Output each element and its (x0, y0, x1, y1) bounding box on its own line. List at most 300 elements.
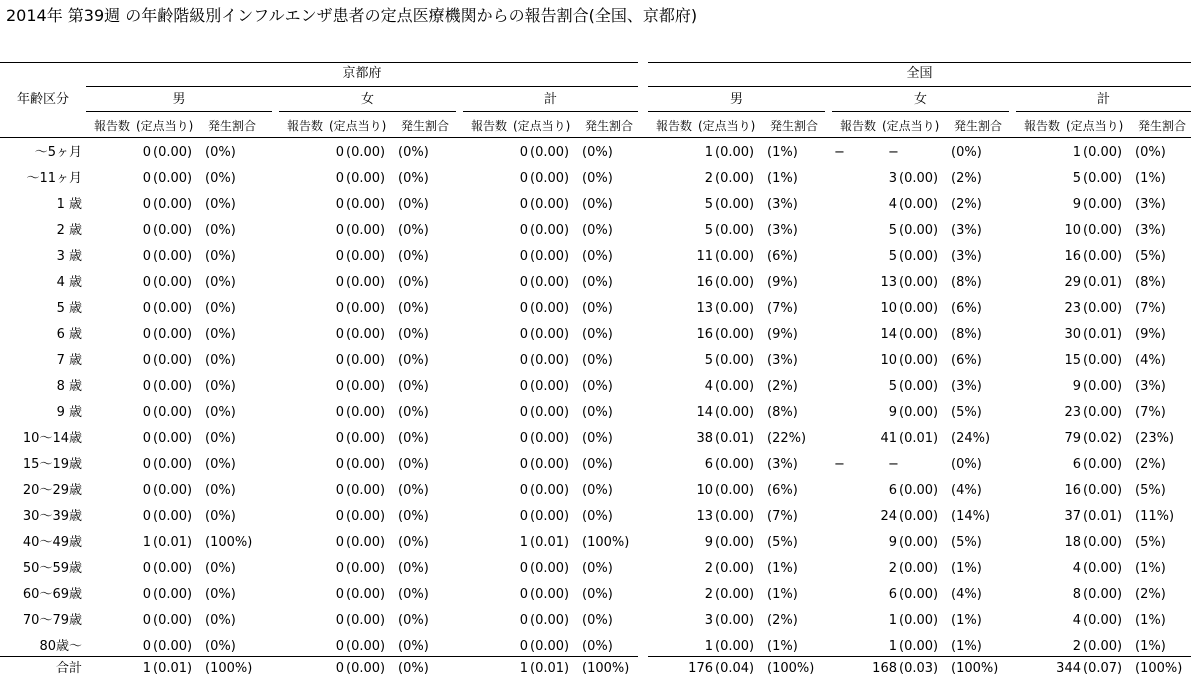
per-site-value: (0.00) (346, 223, 386, 238)
per-site-value: (0.00) (530, 379, 570, 394)
report-count: 9 (1072, 197, 1081, 212)
rate-value: (0%) (205, 249, 236, 264)
report-count: 176 (688, 661, 713, 676)
age-label: 6 歳 (56, 327, 82, 342)
per-site-value: (0.00) (153, 457, 193, 472)
rate-value: (0%) (398, 587, 429, 602)
rate-value: (4%) (951, 483, 982, 498)
report-count: 29 (1064, 275, 1081, 290)
report-count: 0 (335, 301, 344, 316)
per-site-value: (0.00) (899, 249, 939, 264)
rate-value: (5%) (1135, 535, 1166, 550)
per-site-value: (0.00) (715, 379, 755, 394)
sex-header: 計 (543, 92, 557, 107)
rate-value: (0%) (582, 405, 613, 420)
per-site-value: (0.00) (346, 431, 386, 446)
report-count: 1 (142, 661, 151, 676)
report-count: 0 (142, 145, 151, 160)
col-header-count: 報告数 (287, 119, 324, 133)
per-site-value: (0.00) (530, 171, 570, 186)
report-count: 168 (872, 661, 897, 676)
per-site-value: (0.00) (346, 249, 386, 264)
col-header-rate: 発生割合 (1138, 119, 1187, 133)
report-count: 37 (1064, 509, 1081, 524)
rate-value: (8%) (951, 275, 982, 290)
rate-value: (3%) (1135, 379, 1166, 394)
per-site-value: (0.00) (1083, 483, 1123, 498)
rate-value: (0%) (205, 405, 236, 420)
per-site-value: (0.00) (899, 483, 939, 498)
rate-value: (0%) (398, 171, 429, 186)
report-count: 1 (704, 145, 713, 160)
rate-value: (0%) (582, 483, 613, 498)
report-count: 0 (519, 197, 528, 212)
col-header-count: 報告数 (94, 119, 131, 133)
rate-value: (3%) (767, 223, 798, 238)
report-count: 0 (142, 431, 151, 446)
report-count: 4 (888, 197, 897, 212)
per-site-value: (0.00) (346, 457, 386, 472)
report-count: 0 (519, 275, 528, 290)
report-count: 10 (880, 353, 897, 368)
age-label: 3 歳 (56, 249, 82, 264)
col-header-per-site: (定点当り) (698, 119, 756, 133)
report-count: 5 (1072, 171, 1081, 186)
per-site-value: (0.00) (153, 587, 193, 602)
per-site-value: (0.00) (715, 587, 755, 602)
col-header-per-site: (定点当り) (136, 119, 194, 133)
report-count: 18 (1064, 535, 1081, 550)
age-label: 〜11ヶ月 (26, 171, 82, 186)
report-count: 0 (335, 639, 344, 654)
report-count: 9 (888, 535, 897, 550)
per-site-value: (0.00) (530, 301, 570, 316)
rate-value: (0%) (205, 223, 236, 238)
per-site-value: (0.00) (715, 275, 755, 290)
per-site-value: (0.00) (715, 457, 755, 472)
report-count: 0 (519, 405, 528, 420)
per-site-value: (0.00) (153, 613, 193, 628)
report-count: 0 (335, 509, 344, 524)
col-header-per-site: (定点当り) (513, 119, 571, 133)
report-count: 1 (888, 639, 897, 654)
report-count: 0 (519, 483, 528, 498)
rate-value: (3%) (767, 457, 798, 472)
rate-value: (0%) (582, 613, 613, 628)
rate-value: (6%) (951, 353, 982, 368)
per-site-value: (0.00) (715, 561, 755, 576)
report-count: 0 (519, 249, 528, 264)
age-label: 50〜59歳 (22, 561, 82, 576)
region-header-kyoto: 京都府 (342, 66, 382, 81)
per-site-value: (0.07) (1083, 661, 1123, 676)
per-site-value: (0.00) (346, 483, 386, 498)
report-count: 3 (704, 613, 713, 628)
report-count: 10 (696, 483, 713, 498)
per-site-value: (0.00) (530, 249, 570, 264)
rate-value: (22%) (767, 431, 807, 446)
report-count: 0 (142, 405, 151, 420)
report-count: 9 (888, 405, 897, 420)
per-site-value: (0.00) (715, 639, 755, 654)
report-count: 0 (519, 613, 528, 628)
rate-value: (8%) (1135, 275, 1166, 290)
per-site-value: (0.00) (715, 171, 755, 186)
col-header-per-site: (定点当り) (882, 119, 940, 133)
report-count: 79 (1064, 431, 1081, 446)
report-count: 0 (519, 379, 528, 394)
per-site-value: (0.00) (715, 353, 755, 368)
header-bottom-rule (0, 137, 1191, 138)
per-site-value: (0.00) (530, 639, 570, 654)
rate-value: (9%) (1135, 327, 1166, 342)
report-count: 0 (142, 171, 151, 186)
rate-value: (0%) (205, 171, 236, 186)
report-count: 0 (519, 457, 528, 472)
report-count: 1 (519, 535, 528, 550)
report-count: 0 (335, 353, 344, 368)
per-site-value: (0.00) (153, 327, 193, 342)
per-site-value: (0.01) (1083, 327, 1123, 342)
report-count: 1 (704, 639, 713, 654)
count-dash: − (834, 145, 845, 160)
per-site-value: (0.00) (530, 561, 570, 576)
rate-value: (0%) (951, 145, 982, 160)
report-count: 3 (888, 171, 897, 186)
report-count: 13 (696, 509, 713, 524)
rate-value: (0%) (582, 145, 613, 160)
report-count: 2 (1072, 639, 1081, 654)
rate-value: (2%) (767, 613, 798, 628)
count-dash: − (834, 457, 845, 472)
per-site-value: (0.00) (1083, 353, 1123, 368)
report-count: 16 (1064, 249, 1081, 264)
per-site-value: (0.00) (715, 327, 755, 342)
rate-value: (100%) (1135, 661, 1183, 676)
report-count: 14 (696, 405, 713, 420)
rate-value: (24%) (951, 431, 991, 446)
rate-value: (6%) (951, 301, 982, 316)
per-site-value: (0.00) (530, 197, 570, 212)
per-site-value: (0.00) (1083, 379, 1123, 394)
per-site-value: (0.01) (715, 431, 755, 446)
per-site-value: (0.00) (1083, 405, 1123, 420)
report-count: 2 (704, 587, 713, 602)
rate-value: (0%) (205, 561, 236, 576)
rate-value: (0%) (398, 405, 429, 420)
report-count: 0 (142, 249, 151, 264)
rate-value: (2%) (1135, 587, 1166, 602)
report-count: 0 (142, 301, 151, 316)
per-site-value: (0.00) (153, 561, 193, 576)
report-count: 0 (335, 145, 344, 160)
per-site-value: (0.00) (899, 639, 939, 654)
report-count: 344 (1056, 661, 1081, 676)
rate-value: (2%) (767, 379, 798, 394)
per-site-value: (0.00) (899, 509, 939, 524)
age-label: 20〜29歳 (22, 483, 82, 498)
age-label: 15〜19歳 (22, 457, 82, 472)
rate-value: (0%) (582, 171, 613, 186)
sex-rule (1016, 111, 1191, 112)
report-count: 15 (1064, 353, 1081, 368)
report-count: 16 (1064, 483, 1081, 498)
report-count: 0 (519, 171, 528, 186)
rate-value: (100%) (582, 661, 630, 676)
rate-value: (0%) (398, 275, 429, 290)
report-count: 0 (519, 561, 528, 576)
rate-value: (0%) (398, 561, 429, 576)
age-label: 80歳〜 (39, 639, 82, 654)
rate-value: (0%) (582, 639, 613, 654)
total-label: 合計 (55, 661, 82, 676)
per-site-dash: − (888, 457, 899, 472)
report-count: 6 (1072, 457, 1081, 472)
per-site-value: (0.00) (1083, 301, 1123, 316)
per-site-value: (0.00) (346, 509, 386, 524)
report-count: 5 (704, 353, 713, 368)
col-header-rate: 発生割合 (770, 119, 819, 133)
report-count: 4 (1072, 561, 1081, 576)
per-site-value: (0.00) (346, 405, 386, 420)
report-count: 0 (519, 509, 528, 524)
rate-value: (2%) (951, 171, 982, 186)
rate-value: (0%) (205, 197, 236, 212)
rate-value: (100%) (767, 661, 815, 676)
page-title: 2014年 第39週 の年齢階級別インフルエンザ患者の定点医療機関からの報告割合(全国、京都府) (6, 6, 698, 25)
col-header-count: 報告数 (471, 119, 508, 133)
per-site-value: (0.00) (346, 561, 386, 576)
rate-value: (0%) (398, 379, 429, 394)
per-site-dash: − (888, 145, 899, 160)
rate-value: (7%) (1135, 405, 1166, 420)
per-site-value: (0.00) (153, 405, 193, 420)
total-rule (648, 656, 1191, 657)
rate-value: (100%) (951, 661, 999, 676)
per-site-value: (0.00) (530, 327, 570, 342)
rate-value: (0%) (582, 457, 613, 472)
col-header-per-site: (定点当り) (1066, 119, 1124, 133)
region-rule-kyoto (86, 86, 638, 87)
col-header-rate: 発生割合 (208, 119, 257, 133)
rate-value: (0%) (398, 249, 429, 264)
sex-header: 女 (360, 92, 374, 107)
rate-value: (0%) (582, 327, 613, 342)
report-count: 0 (335, 223, 344, 238)
report-count: 0 (142, 509, 151, 524)
report-count: 0 (519, 301, 528, 316)
per-site-value: (0.00) (1083, 587, 1123, 602)
age-label: 7 歳 (56, 353, 82, 368)
per-site-value: (0.00) (346, 661, 386, 676)
per-site-value: (0.01) (899, 431, 939, 446)
rate-value: (5%) (1135, 249, 1166, 264)
rate-value: (100%) (582, 535, 630, 550)
per-site-value: (0.00) (153, 249, 193, 264)
report-count: 9 (1072, 379, 1081, 394)
rate-value: (7%) (767, 509, 798, 524)
report-count: 0 (335, 661, 344, 676)
per-site-value: (0.00) (346, 145, 386, 160)
age-label: 10〜14歳 (22, 431, 82, 446)
rate-value: (3%) (1135, 223, 1166, 238)
sex-rule (463, 111, 638, 112)
report-count: 0 (142, 327, 151, 342)
per-site-value: (0.04) (715, 661, 755, 676)
rate-value: (2%) (951, 197, 982, 212)
per-site-value: (0.01) (153, 661, 193, 676)
report-count: 0 (335, 275, 344, 290)
age-label: 70〜79歳 (22, 613, 82, 628)
per-site-value: (0.00) (715, 249, 755, 264)
report-count: 0 (335, 327, 344, 342)
report-count: 5 (704, 223, 713, 238)
per-site-value: (0.00) (899, 197, 939, 212)
per-site-value: (0.00) (346, 613, 386, 628)
rate-value: (1%) (767, 561, 798, 576)
per-site-value: (0.00) (899, 379, 939, 394)
rate-value: (0%) (205, 301, 236, 316)
total-rule (0, 656, 638, 657)
per-site-value: (0.00) (153, 171, 193, 186)
rate-value: (0%) (398, 613, 429, 628)
per-site-value: (0.00) (1083, 535, 1123, 550)
rate-value: (3%) (767, 353, 798, 368)
age-label: 1 歳 (56, 197, 82, 212)
report-count: 5 (888, 249, 897, 264)
sex-header: 女 (913, 92, 927, 107)
col-header-rate: 発生割合 (585, 119, 634, 133)
report-count: 0 (519, 327, 528, 342)
per-site-value: (0.00) (899, 275, 939, 290)
rate-value: (0%) (951, 457, 982, 472)
per-site-value: (0.00) (530, 587, 570, 602)
rate-value: (1%) (767, 587, 798, 602)
rate-value: (0%) (205, 431, 236, 446)
age-label: 8 歳 (56, 379, 82, 394)
rate-value: (0%) (398, 301, 429, 316)
rate-value: (3%) (767, 197, 798, 212)
rate-value: (0%) (205, 327, 236, 342)
report-count: 0 (335, 379, 344, 394)
rate-value: (9%) (767, 327, 798, 342)
rate-value: (0%) (582, 353, 613, 368)
per-site-value: (0.00) (530, 483, 570, 498)
rate-value: (0%) (582, 561, 613, 576)
report-count: 0 (142, 561, 151, 576)
report-count: 2 (888, 561, 897, 576)
per-site-value: (0.00) (1083, 223, 1123, 238)
per-site-value: (0.00) (346, 353, 386, 368)
rate-value: (0%) (582, 431, 613, 446)
report-count: 0 (142, 379, 151, 394)
rate-value: (1%) (1135, 639, 1166, 654)
rate-value: (0%) (398, 327, 429, 342)
report-count: 11 (696, 249, 713, 264)
per-site-value: (0.01) (530, 535, 570, 550)
rate-value: (1%) (1135, 561, 1166, 576)
rate-value: (100%) (205, 535, 253, 550)
per-site-value: (0.00) (530, 457, 570, 472)
per-site-value: (0.00) (715, 483, 755, 498)
per-site-value: (0.00) (715, 613, 755, 628)
age-label: 30〜39歳 (22, 509, 82, 524)
per-site-value: (0.00) (530, 353, 570, 368)
rate-value: (0%) (398, 661, 429, 676)
report-count: 0 (335, 431, 344, 446)
header-top-rule (648, 62, 1191, 63)
report-count: 5 (888, 379, 897, 394)
rate-value: (3%) (951, 249, 982, 264)
rate-value: (0%) (398, 353, 429, 368)
report-count: 30 (1064, 327, 1081, 342)
report-count: 0 (142, 353, 151, 368)
per-site-value: (0.00) (530, 405, 570, 420)
report-count: 0 (335, 405, 344, 420)
rate-value: (5%) (951, 535, 982, 550)
per-site-value: (0.01) (530, 661, 570, 676)
per-site-value: (0.00) (346, 379, 386, 394)
per-site-value: (0.00) (153, 353, 193, 368)
report-count: 0 (335, 613, 344, 628)
report-count: 0 (335, 457, 344, 472)
age-label: 2 歳 (56, 223, 82, 238)
rate-value: (8%) (951, 327, 982, 342)
per-site-value: (0.00) (346, 301, 386, 316)
rate-value: (7%) (767, 301, 798, 316)
rate-value: (100%) (205, 661, 253, 676)
per-site-value: (0.00) (899, 587, 939, 602)
per-site-value: (0.00) (346, 275, 386, 290)
report-count: 2 (704, 561, 713, 576)
per-site-value: (0.01) (1083, 509, 1123, 524)
per-site-value: (0.00) (530, 145, 570, 160)
per-site-value: (0.00) (153, 509, 193, 524)
per-site-value: (0.00) (1083, 639, 1123, 654)
report-count: 24 (880, 509, 897, 524)
report-count: 9 (704, 535, 713, 550)
per-site-value: (0.00) (1083, 145, 1123, 160)
per-site-value: (0.00) (530, 431, 570, 446)
rate-value: (0%) (398, 431, 429, 446)
per-site-value: (0.00) (346, 587, 386, 602)
age-label: 9 歳 (56, 405, 82, 420)
rate-value: (1%) (767, 171, 798, 186)
report-count: 0 (335, 197, 344, 212)
rate-value: (6%) (767, 249, 798, 264)
rate-value: (2%) (1135, 457, 1166, 472)
rate-value: (0%) (582, 275, 613, 290)
rate-value: (0%) (1135, 145, 1166, 160)
report-count: 0 (142, 197, 151, 212)
report-count: 5 (704, 197, 713, 212)
rate-value: (0%) (205, 613, 236, 628)
rate-value: (8%) (767, 405, 798, 420)
rate-value: (0%) (398, 535, 429, 550)
rate-value: (0%) (582, 223, 613, 238)
rate-value: (0%) (398, 509, 429, 524)
per-site-value: (0.02) (1083, 431, 1123, 446)
age-label: 40〜49歳 (22, 535, 82, 550)
rate-value: (3%) (951, 379, 982, 394)
rate-value: (0%) (205, 379, 236, 394)
report-count: 23 (1064, 405, 1081, 420)
report-count: 0 (335, 483, 344, 498)
per-site-value: (0.01) (1083, 275, 1123, 290)
report-count: 13 (696, 301, 713, 316)
col-header-count: 報告数 (1024, 119, 1061, 133)
report-count: 0 (335, 535, 344, 550)
